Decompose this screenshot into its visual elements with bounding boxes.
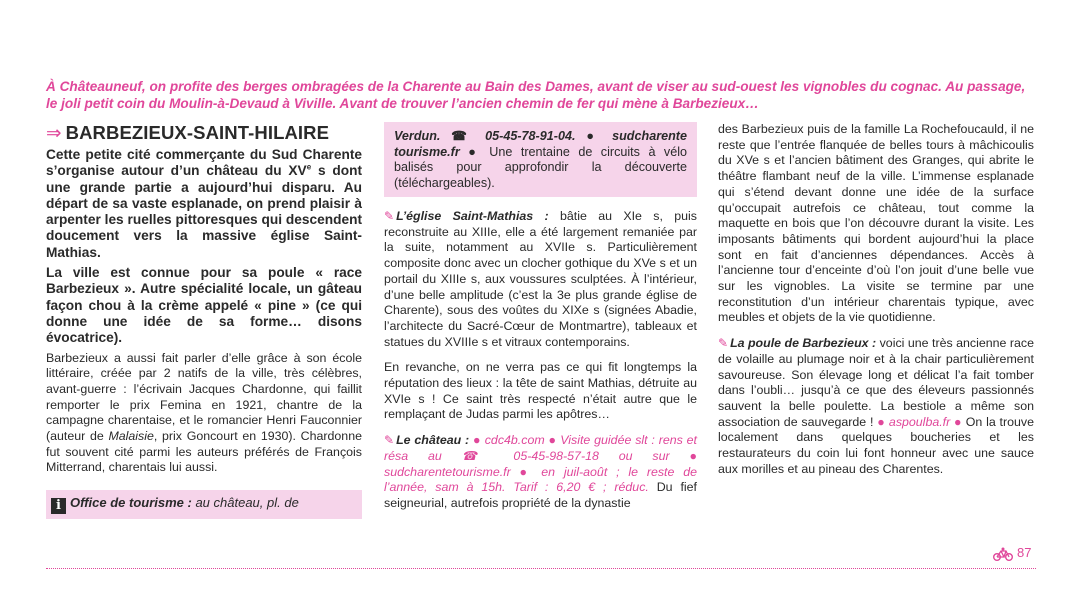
eglise-paragraph: [384, 209, 697, 350]
box-site-link[interactable]: sudcharente tourisme.fr: [394, 129, 687, 159]
lead-paragraph-2: La ville est connue pour sa poule « race Barbezieux ». Autre spécialité locale, un gâteau façon chou à la crème appelé « pine » (ce qui donne une idée de sa forme… disons évocatrice).: [46, 265, 362, 346]
chateau-label: Le château :: [396, 433, 470, 448]
lead-paragraph-1: [46, 147, 362, 261]
heading-text: BARBEZIEUX-SAINT-HILAIRE: [65, 122, 330, 143]
bicycle-icon: [993, 547, 1013, 561]
body-paragraph: [46, 351, 362, 477]
intro-paragraph: À Châteauneuf, on profite des berges ombragées de la Charente au Bain des Dames, avant de viser au sud-ouest les vignobles du cognac. Au passage, le joli petit coin du Moulin-à-Devaud à Viville. Avant de trouver l’ancien chemin de fer qui mène à Barbezieux…: [46, 79, 1026, 111]
eglise-text: bâtie au XIe s, puis reconstruite au XIIIe, elle a été largement remaniée par la suite, notamment au XVIIe s. Particulièrement composite donc avec un clocher gothique du XVe s et un portail du XIIIe s, aux voussures sculptées. À l’intérieur, d’une belle amplitude (c’est la 3e plus grande église de Charente), sous des voûtes du XIXe s (signées Abadie, l’architecte du Sacré-Cœur de Montmartre), tableaux et statues du XVIIIe s et vitraux contemporains.: [384, 209, 697, 349]
office-continued-box: [384, 122, 697, 197]
column-1: [46, 122, 362, 519]
poule-link[interactable]: ● aspoulba.fr ●: [877, 414, 962, 429]
page-number: 87: [1017, 545, 1032, 560]
pin-icon: ✎: [384, 209, 395, 223]
revanche-paragraph: En revanche, on ne verra pas ce qui fit longtemps la réputation des lieux : la tête de saint Mathias, détruite au XVIe s ! Ce saint très respecté n’était autre que le remplaçant de Judas parmi les apôtres…: [384, 360, 697, 422]
bullet-icon: ●: [468, 144, 481, 159]
section-heading: [46, 122, 362, 144]
office-value: au château, pl. de: [191, 495, 299, 511]
pin-icon: ✎: [384, 433, 395, 448]
body-text-a: Barbezieux a aussi fait parler d’elle grâce à son école littéraire, créée par 2 natifs de la ville, très célèbres, avant-guerre : l’écrivain Jacques Chardonne, qui faillit remporter le prix Femina en 1921, chantre de la campagne charentaise, et le romancier Henri Fauconnier (auteur de: [46, 350, 362, 444]
column-3: [718, 122, 1034, 477]
chateau-paragraph: [384, 433, 697, 512]
lead-text-c: s dont une grande partie a aujourd’hui disparu. Au départ de sa vaste esplanade, on prend plaisir à arpenter les ruelles pittoresques qui descendent doucement vers la massive église Saint-Mathias.: [46, 163, 363, 260]
lead-text-a: Cette petite cité commerçante du Sud Charente s’organise autour d’un château du XV: [46, 147, 362, 179]
poule-label: La poule de Barbezieux :: [730, 336, 877, 351]
info-icon: i: [51, 498, 66, 514]
pin-icon: ✎: [718, 336, 729, 351]
column-2: [384, 122, 697, 512]
chateau-text: Du fief seigneurial, autrefois propriété de la dynastie: [384, 480, 697, 510]
bullet-icon: ●: [586, 129, 602, 143]
box-phone: 05-45-78-91-04.: [485, 129, 587, 143]
poule-end-text: On la trouve localement dans quelques boucheries et les restaurateurs du coin lui font honneur avec une sauce aux morilles et au pineau des Charentes.: [718, 414, 1034, 476]
phone-icon: ☎: [451, 129, 475, 143]
lead-superscript: e: [306, 162, 312, 172]
chateau-links[interactable]: ● cdc4b.com ● Visite guidée slt : rens et résa au ☎ 05-45-98-57-18 ou sur ● sudcharentetourisme.fr ● en juil-août ; le reste de l’année, sam à 15h. Tarif : 6,20 € ; réduc.: [384, 433, 697, 495]
arrow-icon: ⇒: [46, 122, 62, 143]
poule-paragraph: [718, 336, 1034, 477]
box-text: Une trentaine de circuits à vélo balisés pour approfondir la découverte (téléchargeables).: [394, 144, 688, 190]
eglise-label: L’église Saint-Mathias :: [396, 209, 549, 223]
chateau-continued-paragraph: des Barbezieux puis de la famille La Rochefoucauld, il ne reste que l’entrée flanquée de belles tours à mâchicoulis du XVe s et l’ancien bâtiment des Granges, qui abrite le théâtre flambant neuf de la ville. L’immense esplanade qui s’étend devant donne une idée de la surface qu’occupait autrefois ce château, tout comme la maquette en bois que l’on découvre durant la visite. Les imposants bâtiments qui bordent aujourd’hui la place sont en fait d’anciennes dépendances. Accès à l’ancienne tour d’enceinte d’où l’on jouit d’une belle vue sur les vignobles. La visite se termine par une reconstitution d’un intérieur charentais typique, avec meubles et objets de la vie quotidienne.: [718, 122, 1034, 325]
office-tourisme-box: [46, 490, 362, 519]
body-italic-title: Malaisie: [108, 429, 154, 444]
footer-divider: [46, 568, 1036, 569]
office-label: Office de tourisme :: [70, 495, 192, 511]
poule-text: voici une très ancienne race de volaille au plumage noir et à la chair particulièrement savoureuse. Son élevage long et délicat l’a fait tomber dans l’oubli… jusqu’à ce que des éleveurs passionnés sauvent la belle poulette. La bestiole a même son association de sauvegarde !: [718, 336, 1034, 429]
box-verdun: Verdun.: [394, 129, 452, 143]
body-text-b: , prix Goncourt en 1930). Chardonne fut souvent cité parmi les auteurs préférés de François Mitterrand, charentais lui aussi.: [46, 429, 362, 475]
